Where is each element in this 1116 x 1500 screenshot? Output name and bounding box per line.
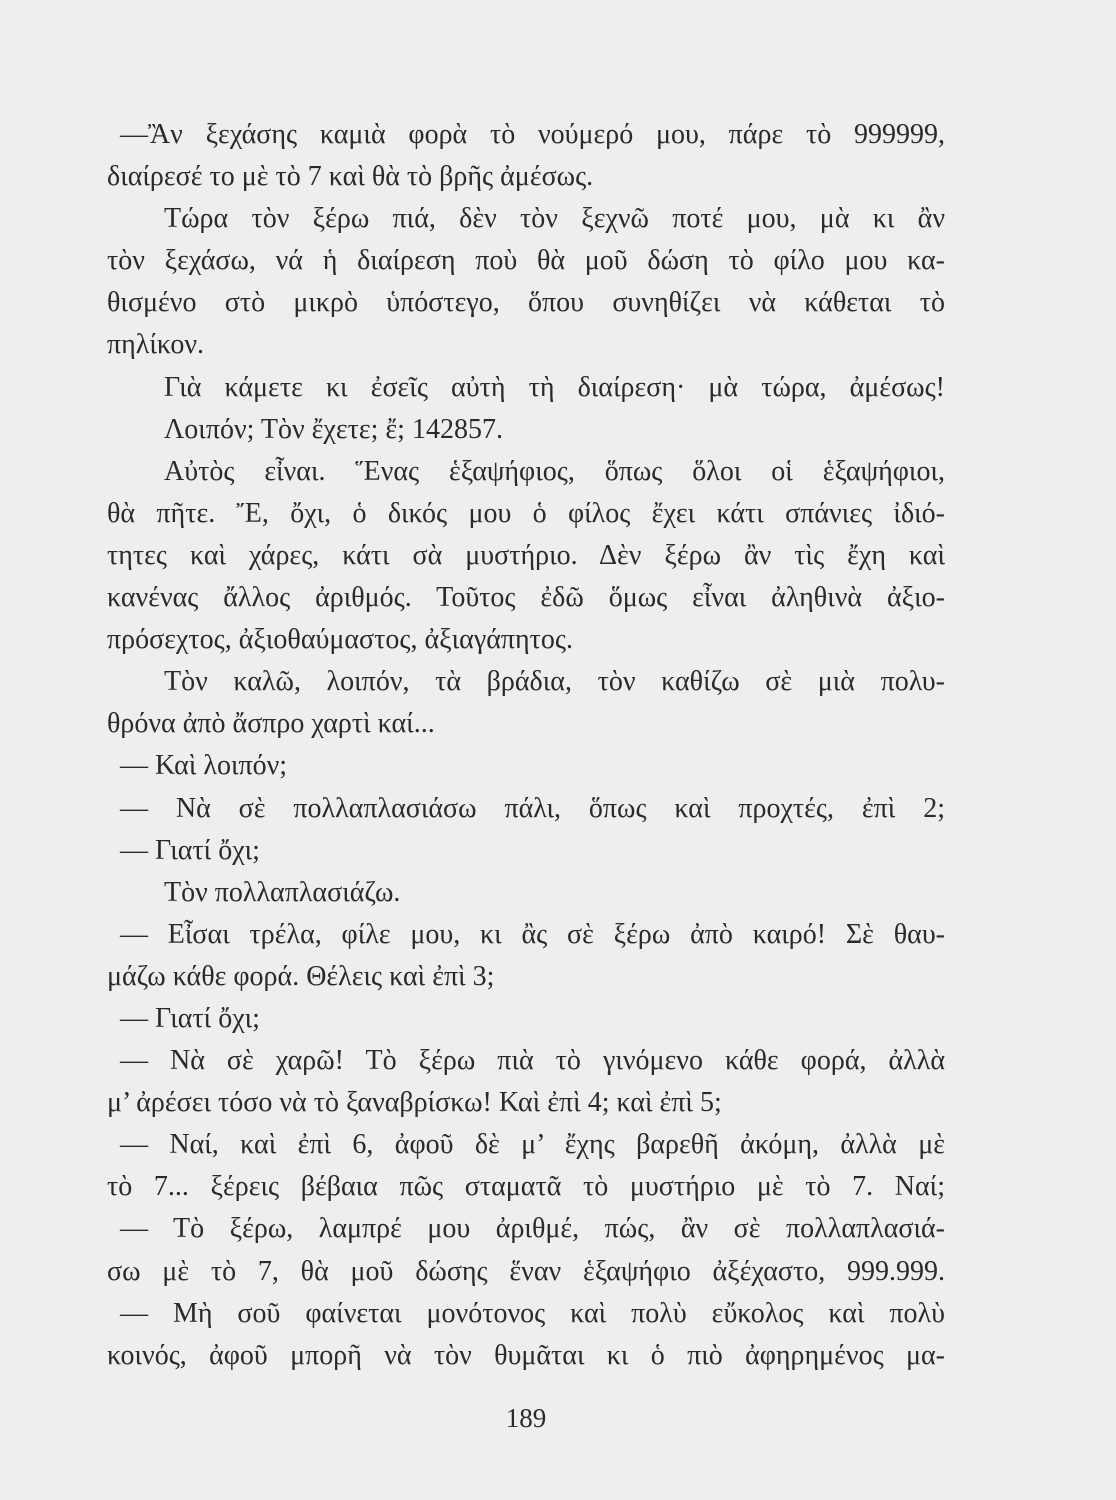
text-line: διαίρεσέ το μὲ τὸ 7 καὶ θὰ τὸ βρῆς ἀμέσως. (107, 161, 594, 193)
text-line: — Γιατί ὄχι; (120, 834, 260, 866)
text-line: —Ἂν ξεχάσης καμιὰ φορὰ τὸ νούμερό μου, πάρε τὸ 999999, (120, 119, 945, 150)
text-line: Τὸν πολλαπλασιάζω. (164, 876, 401, 908)
text-line: — Νὰ σὲ χαρῶ! Τὸ ξέρω πιὰ τὸ γινόμενο κάθε φορά, ἀλλὰ (120, 1045, 945, 1077)
page-text (107, 114, 945, 1377)
page-number: 189 (505, 1403, 547, 1433)
text-line: τὸν ξεχάσω, νά ἡ διαίρεση ποὺ θὰ μοῦ δώση τὸ φίλο μου κα- (107, 245, 945, 277)
text-line: Αὐτὸς εἶναι. Ἕνας ἑξαψήφιος, ὅπως ὅλοι οἱ ἑξαψήφιοι, (164, 455, 945, 487)
text-line: θὰ πῆτε. Ἔ, ὄχι, ὁ δικός μου ὁ φίλος ἔχει κάτι σπάνιες ἰδιό- (107, 497, 945, 529)
text-line: πρόσεχτος, ἀξιοθαύμαστος, ἀξιαγάπητος. (107, 624, 573, 656)
text-line: — Εἶσαι τρέλα, φίλε μου, κι ἂς σὲ ξέρω ἀπὸ καιρό! Σὲ θαυ- (120, 918, 945, 950)
text-line: σω μὲ τὸ 7, θὰ μοῦ δώσης ἕναν ἑξαψήφιο ἀξέχαστο, 999.999. (107, 1255, 945, 1287)
text-line: Τὸν καλῶ, λοιπόν, τὰ βράδια, τὸν καθίζω σὲ μιὰ πολυ- (164, 666, 945, 698)
text-line: πηλίκον. (107, 329, 205, 361)
text-line: τητες καὶ χάρες, κάτι σὰ μυστήριο. Δὲν ξέρω ἂν τὶς ἔχη καὶ (107, 539, 945, 571)
text-line: — Γιατί ὄχι; (120, 1002, 260, 1034)
text-line: — Νὰ σὲ πολλαπλασιάσω πάλι, ὅπως καὶ προχτές, ἐπὶ 2; (120, 792, 945, 824)
text-line: κανένας ἄλλος ἀριθμός. Τοῦτος ἐδῶ ὅμως εἶναι ἀληθινὰ ἀξιο- (107, 582, 945, 614)
text-line: — Μὴ σοῦ φαίνεται μονότονος καὶ πολὺ εὔκολος καὶ πολὺ (120, 1297, 945, 1329)
text-line: θισμένο στὸ μικρὸ ὑπόστεγο, ὅπου συνηθίζει νὰ κάθεται τὸ (107, 287, 945, 319)
text-line: — Τὸ ξέρω, λαμπρέ μου ἀριθμέ, πώς, ἂν σὲ πολλαπλασιά- (120, 1213, 945, 1245)
text-line: Λοιπόν; Τὸν ἔχετε; ἔ; 142857. (164, 413, 503, 445)
text-line: μάζω κάθε φορά. Θέλεις καὶ ἐπὶ 3; (107, 960, 495, 992)
text-line: τὸ 7... ξέρεις βέβαια πῶς σταματᾶ τὸ μυστήριο μὲ τὸ 7. Ναί; (107, 1171, 945, 1203)
text-line: — Καὶ λοιπόν; (120, 750, 288, 782)
text-line: Γιὰ κάμετε κι ἐσεῖς αὐτὴ τὴ διαίρεση· μὰ τώρα, ἀμέσως! (164, 371, 945, 403)
text-line: Τώρα τὸν ξέρω πιά, δὲν τὸν ξεχνῶ ποτέ μου, μὰ κι ἂν (164, 203, 945, 235)
text-line: μ’ ἀρέσει τόσο νὰ τὸ ξαναβρίσκω! Καὶ ἐπὶ 4; καὶ ἐπὶ 5; (107, 1087, 722, 1119)
text-line: κοινός, ἀφοῦ μπορῆ νὰ τὸν θυμᾶται κι ὁ πιὸ ἀφηρημένος μα- (107, 1339, 945, 1371)
text-line: θρόνα ἀπὸ ἄσπρο χαρτὶ καί... (107, 708, 435, 740)
text-line: — Ναί, καὶ ἐπὶ 6, ἀφοῦ δὲ μ’ ἔχης βαρεθῆ ἀκόμη, ἀλλὰ μὲ (120, 1129, 945, 1161)
